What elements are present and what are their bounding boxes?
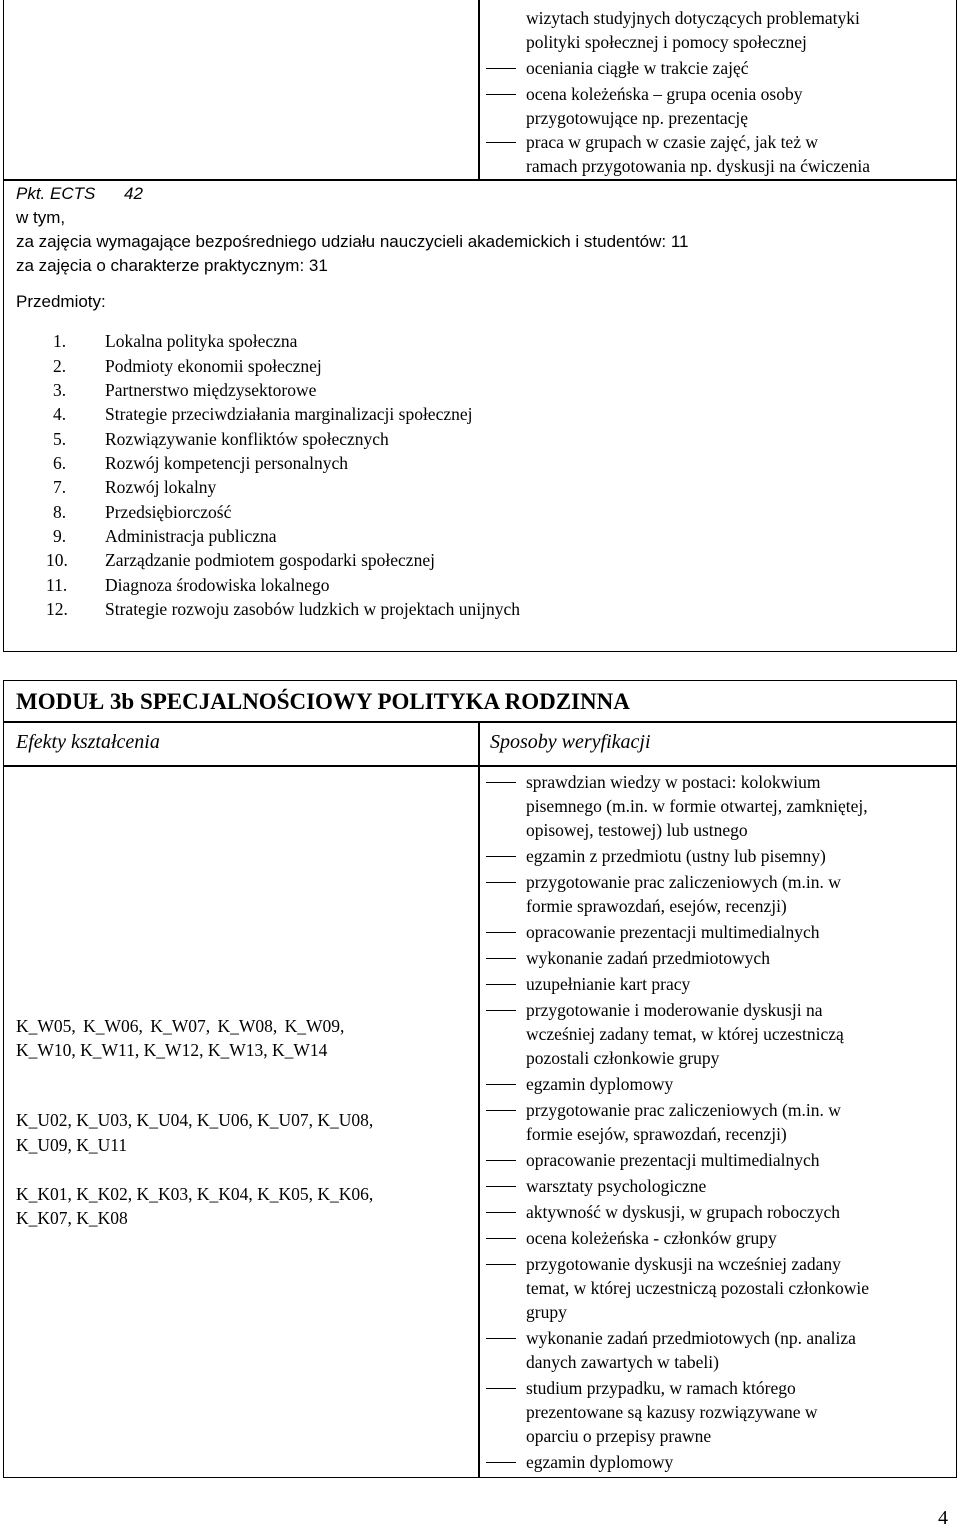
subject-title: Diagnoza środowiska lokalnego xyxy=(105,575,330,595)
bullet-dash xyxy=(486,68,516,69)
effect-codes-knowledge: K_W05, K_W06, K_W07, K_W08, K_W09, xyxy=(16,1016,345,1036)
bullet-dash xyxy=(486,94,516,95)
ects-detail: w tym, xyxy=(16,208,66,227)
bullet-dash xyxy=(486,1084,516,1085)
subject-title: Rozwój lokalny xyxy=(105,477,217,497)
ects-detail: za zajęcia wymagające bezpośredniego udziału nauczycieli akademickich i studentów: 11 xyxy=(16,232,689,251)
verification-item: ramach przygotowania np. dyskusji na ćwiczenia xyxy=(526,156,871,176)
method-item: sprawdzian wiedzy w postaci: kolokwium xyxy=(526,772,821,792)
bullet-dash xyxy=(486,856,516,857)
method-item: pisemnego (m.in. w formie otwartej, zamkniętej, xyxy=(526,796,868,816)
ects-label: Pkt. ECTS xyxy=(16,184,96,203)
subject-number: 2. xyxy=(53,356,67,376)
bullet-dash xyxy=(486,1238,516,1239)
subject-title: Rozwiązywanie konfliktów społecznych xyxy=(105,429,389,449)
method-item: przygotowanie i moderowanie dyskusji na xyxy=(526,1000,823,1020)
effect-codes-competences: K_K07, K_K08 xyxy=(16,1208,128,1228)
bullet-dash xyxy=(486,1212,516,1213)
verification-item: oceniania ciągłe w trakcie zajęć xyxy=(526,58,749,78)
method-item: grupy xyxy=(526,1302,567,1322)
verification-line: polityki społecznej i pomocy społecznej xyxy=(526,32,807,52)
bullet-dash xyxy=(486,1160,516,1161)
subject-title: Strategie rozwoju zasobów ludzkich w projektach unijnych xyxy=(105,599,521,619)
method-item: egzamin dyplomowy xyxy=(526,1074,674,1094)
subject-number: 8. xyxy=(53,502,67,522)
subject-title: Rozwój kompetencji personalnych xyxy=(105,453,348,473)
page-number: 4 xyxy=(938,1507,948,1529)
method-item: wcześniej zadany temat, w której uczestniczą xyxy=(526,1024,844,1044)
method-item: wykonanie zadań przedmiotowych (np. analiza xyxy=(526,1328,856,1348)
method-item: formie sprawozdań, esejów, recenzji) xyxy=(526,896,787,916)
subject-number: 4. xyxy=(53,404,67,424)
module-header-divider xyxy=(3,765,957,767)
method-item: opracowanie prezentacji multimedialnych xyxy=(526,1150,820,1170)
method-item: temat, w której uczestniczą pozostali członkowie xyxy=(526,1278,870,1298)
verification-item: ocena koleżeńska – grupa ocenia osoby xyxy=(526,84,803,104)
subject-number: 9. xyxy=(53,526,67,546)
effect-codes-skills: K_U02, K_U03, K_U04, K_U06, K_U07, K_U08, xyxy=(16,1110,374,1130)
subject-title: Administracja publiczna xyxy=(105,526,277,546)
subject-number: 6. xyxy=(53,453,67,473)
bullet-dash xyxy=(486,958,516,959)
bullet-dash xyxy=(486,782,516,783)
method-item: studium przypadku, w ramach którego xyxy=(526,1378,796,1398)
bullet-dash xyxy=(486,1110,516,1111)
bullet-dash xyxy=(486,1010,516,1011)
effect-codes-competences: K_K01, K_K02, K_K03, K_K04, K_K05, K_K06, xyxy=(16,1184,374,1204)
verification-line: wizytach studyjnych dotyczących problematyki xyxy=(526,8,860,28)
method-item: formie esejów, sprawozdań, recenzji) xyxy=(526,1124,787,1144)
method-item: opracowanie prezentacji multimedialnych xyxy=(526,922,820,942)
ects-value: 42 xyxy=(124,184,143,203)
ects-detail: za zajęcia o charakterze praktycznym: 31 xyxy=(16,256,328,275)
method-item: przygotowanie prac zaliczeniowych (m.in. w xyxy=(526,872,841,892)
bullet-dash xyxy=(486,1462,516,1463)
top-table-row-divider xyxy=(3,179,957,181)
bullet-dash xyxy=(486,984,516,985)
method-item: wykonanie zadań przedmiotowych xyxy=(526,948,770,968)
module-column-divider xyxy=(478,721,480,1478)
subject-title: Podmioty ekonomii społecznej xyxy=(105,356,322,376)
method-item: aktywność w dyskusji, w grupach roboczych xyxy=(526,1202,840,1222)
subject-number: 7. xyxy=(53,477,67,497)
effect-codes-skills: K_U09, K_U11 xyxy=(16,1135,128,1155)
method-item: danych zawartych w tabeli) xyxy=(526,1352,719,1372)
subject-number: 10. xyxy=(46,550,68,570)
subject-title: Lokalna polityka społeczna xyxy=(105,331,298,351)
subject-number: 3. xyxy=(53,380,67,400)
module-title: MODUŁ 3b SPECJALNOŚCIOWY POLITYKA RODZINNA xyxy=(16,689,630,714)
bullet-dash xyxy=(486,882,516,883)
method-item: pozostali członkowie grupy xyxy=(526,1048,720,1068)
methods-column-header: Sposoby weryfikacji xyxy=(490,731,651,753)
method-item: oparciu o przepisy prawne xyxy=(526,1426,712,1446)
subject-number: 5. xyxy=(53,429,67,449)
subject-number: 11. xyxy=(46,575,68,595)
module-title-divider xyxy=(3,721,957,723)
method-item: egzamin z przedmiotu (ustny lub pisemny) xyxy=(526,846,826,866)
subject-title: Strategie przeciwdziałania marginalizacji społecznej xyxy=(105,404,473,424)
bullet-dash xyxy=(486,1264,516,1265)
method-item: warsztaty psychologiczne xyxy=(526,1176,707,1196)
bullet-dash xyxy=(486,1186,516,1187)
subject-title: Przedsiębiorczość xyxy=(105,502,232,522)
method-item: prezentowane są kazusy rozwiązywane w xyxy=(526,1402,818,1422)
effects-column-header: Efekty kształcenia xyxy=(16,731,160,753)
top-table-column-divider xyxy=(478,0,480,180)
subject-title: Zarządzanie podmiotem gospodarki społecznej xyxy=(105,550,435,570)
bullet-dash xyxy=(486,1338,516,1339)
method-item: ocena koleżeńska - członków grupy xyxy=(526,1228,777,1248)
bullet-dash xyxy=(486,142,516,143)
subject-number: 1. xyxy=(53,331,67,351)
method-item: przygotowanie prac zaliczeniowych (m.in. w xyxy=(526,1100,841,1120)
method-item: egzamin dyplomowy xyxy=(526,1452,674,1472)
bullet-dash xyxy=(486,1388,516,1389)
subjects-heading: Przedmioty: xyxy=(16,292,106,311)
subject-title: Partnerstwo międzysektorowe xyxy=(105,380,317,400)
verification-item: przygotowujące np. prezentację xyxy=(526,108,749,128)
bullet-dash xyxy=(486,932,516,933)
method-item: przygotowanie dyskusji na wcześniej zadany xyxy=(526,1254,841,1274)
verification-item: praca w grupach w czasie zajęć, jak też w xyxy=(526,132,818,152)
method-item: opisowej, testowej) lub ustnego xyxy=(526,820,748,840)
subject-number: 12. xyxy=(46,599,68,619)
method-item: uzupełnianie kart pracy xyxy=(526,974,691,994)
effect-codes-knowledge: K_W10, K_W11, K_W12, K_W13, K_W14 xyxy=(16,1040,328,1060)
